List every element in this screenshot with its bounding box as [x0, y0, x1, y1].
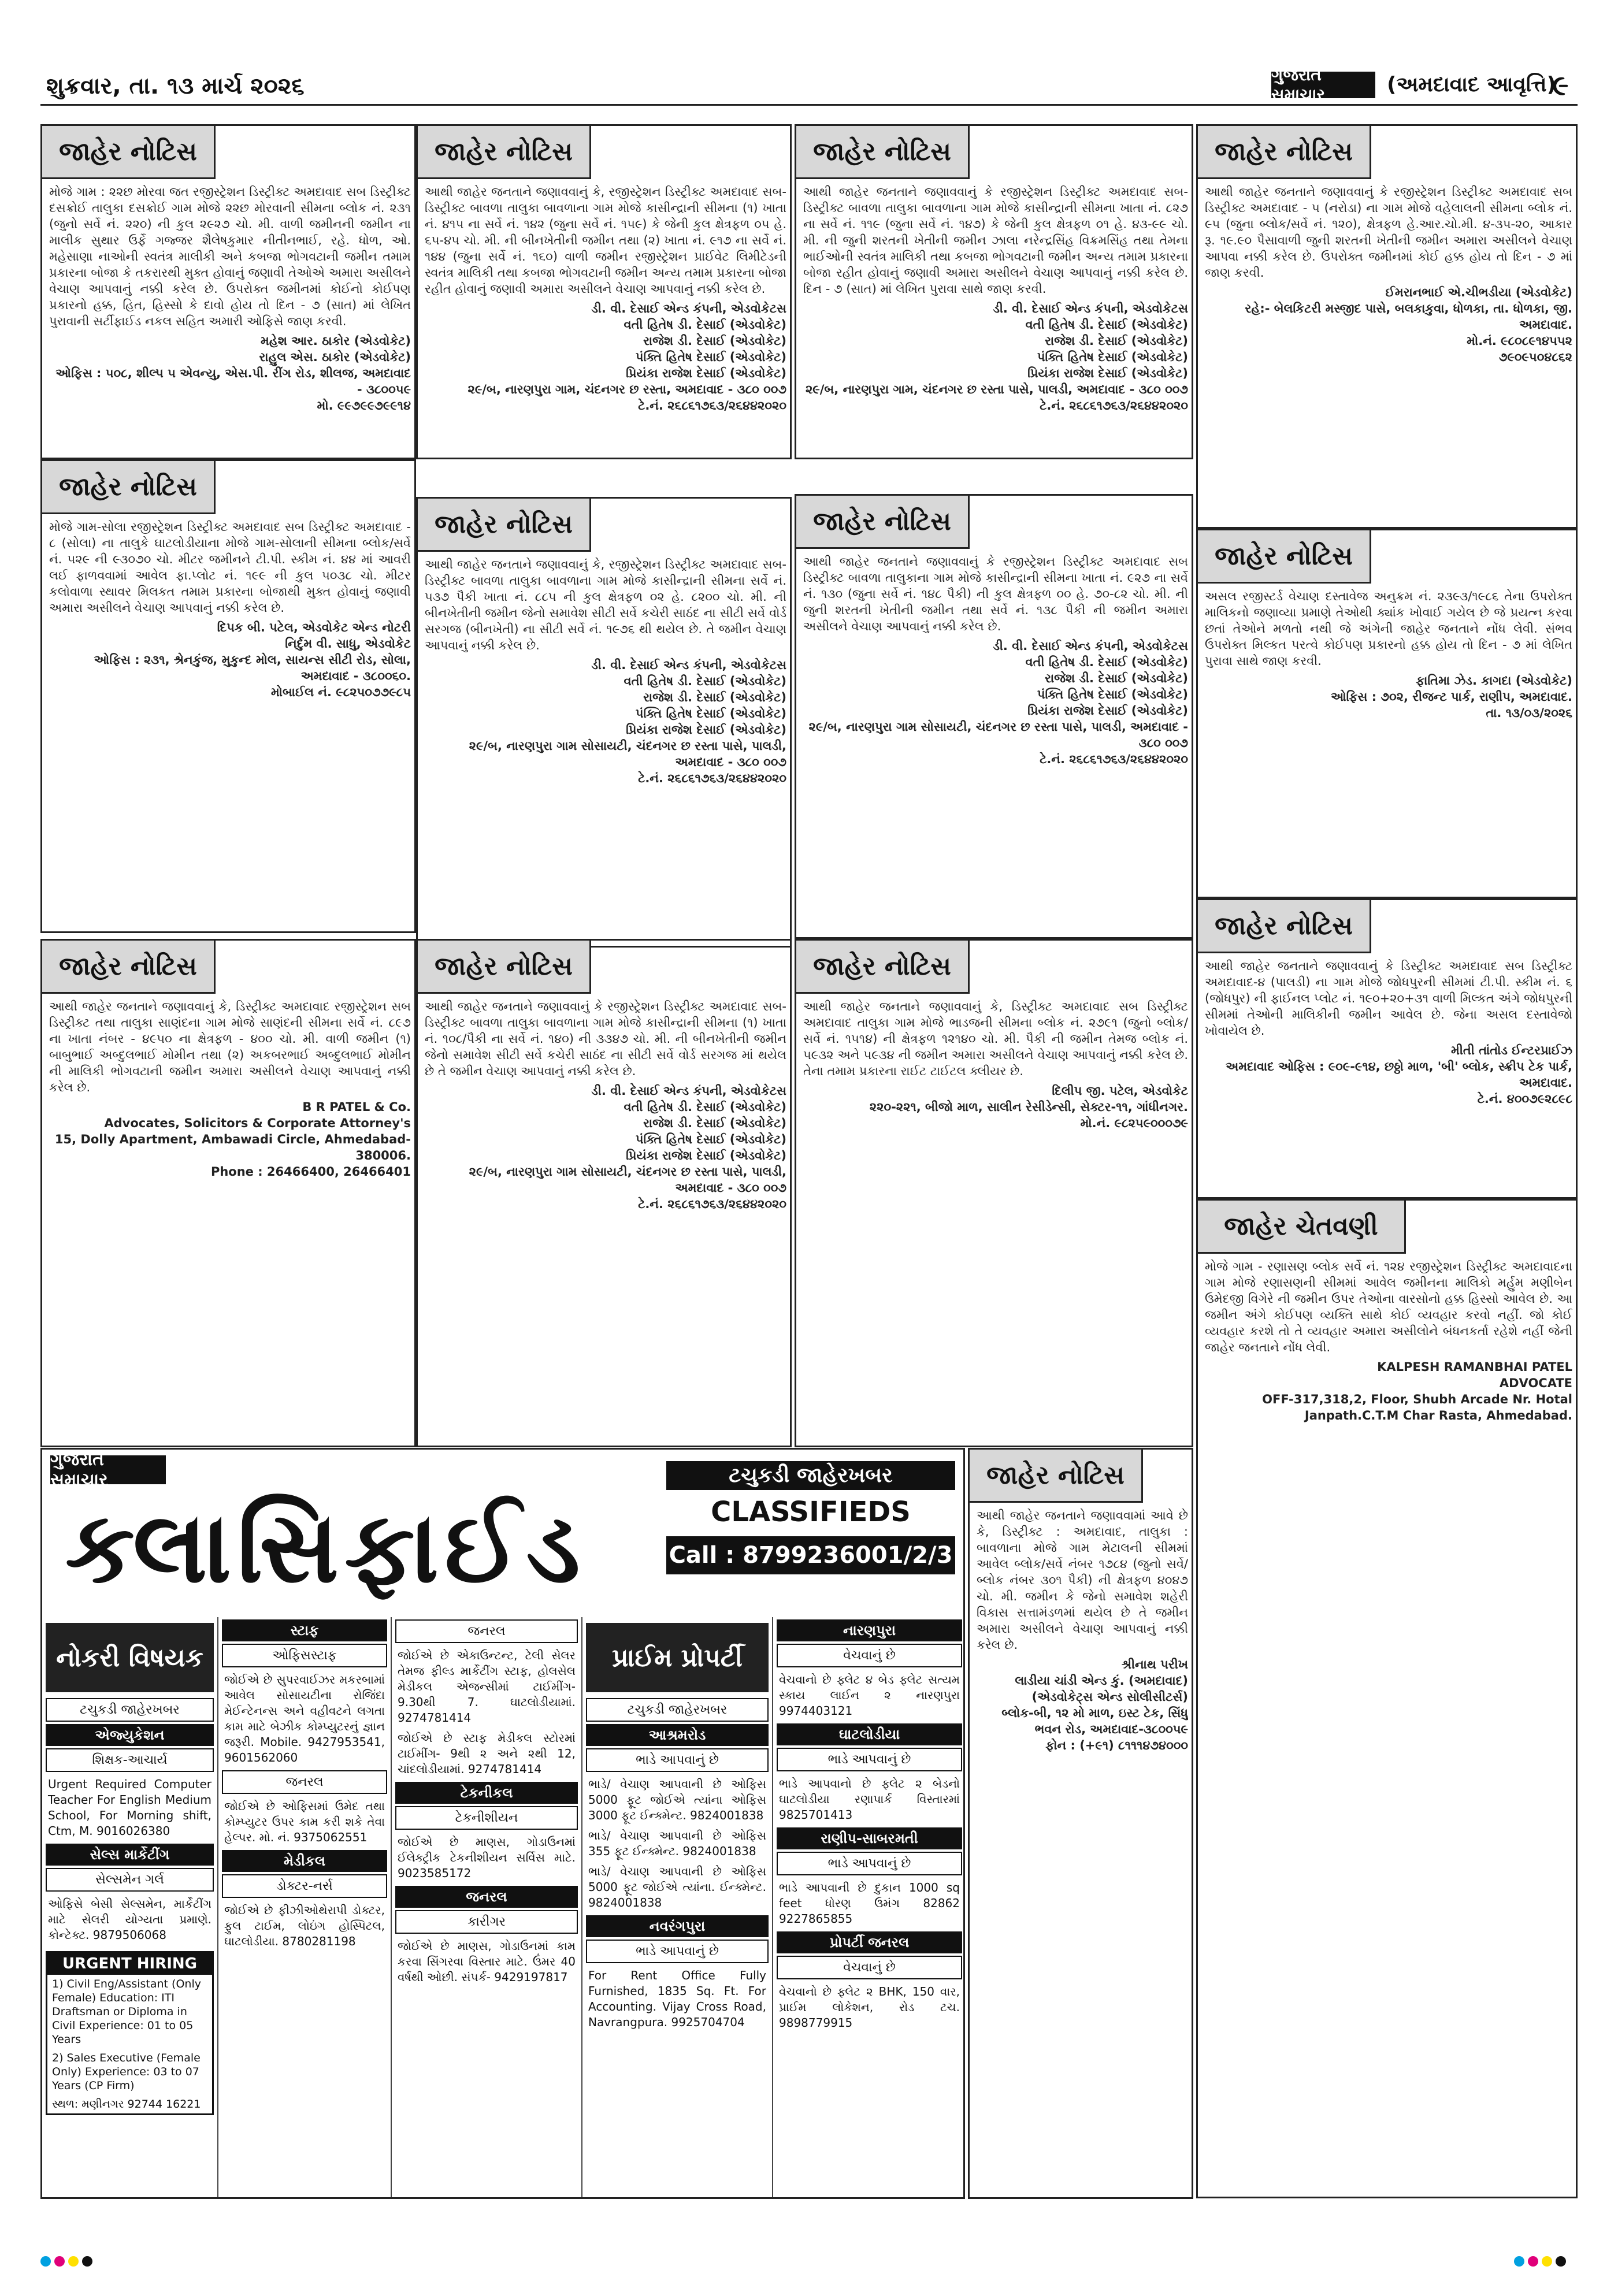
notice-title: જાહેર નોટિસ: [42, 126, 216, 179]
category-heading: ઘાટલોડીયા: [777, 1723, 962, 1745]
notice-body: મોજે ગામ : ૨૨છ મોરવા જત રજીસ્ટ્રેશન ડિસ્ટ્રીક્ટ અમદાવાદ સબ ડિસ્ટ્રીક્ટ દસક્રોઈ તાલુકા દસક્રોઈ ગામ મોજે ૨૨છ મોરવાની સીમના બ્લોક નં. ૨૩૧ (જુનો સર્વે નં. ૨૨૦) ની કુલ ૨૯૨૭ ચો. મી. વાળી જમીનની જમીન ના માલીક સુથાર ઉર્ફે ગજ્જર શૈલેષકુમાર નીતીનભાઈ, રહે. ધોળ, ઓ. મહેસાણા નાઓની સ્વતંત્ર માલીકી અને કબજા ભોગવટાની જમીન તમામ પ્રકારના બોજા કે તકરારથી મુક્ત હોવાનું જણાવી તેઓએ અમારા અસીલને વેચાણ આપવાનું નક્કી કરેલ છે. ઉપરોક્ત જમીનમાં કોઈનો કોઈપણ પ્રકારનો હક્ક, હિત, હિસ્સો કે દાવો હોય તો દિન - ૭ (સાત) માં લેખિત પુરાવાની સર્ટીફાઈડ નકલ સહિત અમારી ઓફિસે જાણ કરવી.: [49, 185, 411, 328]
classified-ad: ઓફિસે બેસી સેલ્સમેન, માર્કેટીંગ માટે સેલરી યોગ્યતા પ્રમાણે. કોન્ટેક્ટ. 9879506068: [48, 1897, 211, 1942]
category-heading: રાણીપ-સાબરમતી: [777, 1827, 962, 1849]
classified-ad: Urgent Required Computer Teacher For English Medium School, For Morning shift, Ctm, M. 9016026380: [48, 1777, 211, 1838]
subcategory-label: ટચુકડી જાહેરખબર: [586, 1698, 769, 1722]
notice-title: જાહેર નોટિસ: [418, 941, 591, 994]
registration-marks-left: [40, 2256, 92, 2268]
public-notice: [968, 1448, 1193, 2199]
classified-ad: ભાડે/ વેચાણ આપવાની છે ઓફિસ 5000 ફૂટ જોઈએ ત્યાંના ઓફિસ 3000 ફૂટ ઈન્ક્મેન્ટ. 9824001838: [588, 1777, 766, 1822]
notice-signature: મીતી તાંતોડ ઈન્ટરપ્રાઈઝ અમદાવાદ ઓફિસ : ૯૦૯-૯૧૪, છઠ્ઠો માળ, 'બી' બ્લોક, સ્ક્રીપ ટેક પાર્ક, અમદાવાદ. ટે.નં. ૪૦૦૭૯૨૮૯૮: [1226, 1043, 1572, 1106]
notice-title: જાહેર નોટિસ: [1198, 900, 1371, 953]
notice-text: [425, 998, 786, 1443]
notice-body: અસલ રજીસ્ટર્ડ વેચાણ દસ્તાવેજ અનુક્રમ નં. ૨૩૯૩/૧૯૮૬ તેના ઉપરોક્ત માલિકનો જણાવ્યા પ્રમાણે તેઓથી ક્યાંક ખોવાઈ ગયેલ છે જે પ્રયત્ન કરવા છતાં તેઓને મળતો નથી જે અંગેની જાહેર જનતાને નોંધ લેવી. સંભવ ઉપરોક્ત મિલ્કત પરત્વે કોઈપણ પ્રકારનો હક્ક હોય તો દિન - ૭ માં લેખિત પુરાવા સાથે જાણ કરવી.: [1205, 589, 1572, 668]
subcategory-label: જનરલ: [395, 1619, 578, 1643]
classified-ad: ભાડે/ વેચાણ આપવાની છે ઓફિસ 5000 ફૂટ જોઈએ ત્યાંના. ઈન્ક્મેન્ટ. 9824001838: [588, 1864, 766, 1909]
urgent-hiring-item: સ્થળ: મણીનગર 92744 16221: [52, 2098, 201, 2111]
notice-text: [1205, 1258, 1572, 2194]
classified-ad: For Rent Office Fully Furnished, 1835 Sq. Ft. For Accounting. Vijay Cross Road, Navrangpura. 9925704704: [588, 1968, 766, 2029]
public-notice: [1196, 898, 1578, 1199]
public-notice: [40, 124, 416, 459]
section-banner: પ્રાઈમ પ્રોપર્ટી: [586, 1623, 769, 1692]
subcategory-label: વેચવાનું છે: [777, 1956, 962, 1979]
classifieds-columns: [42, 1617, 965, 2199]
classified-ad: વેચવાનો છે ફ્લેટ ૨ BHK, 150 વાર, પ્રાઈમ લોકેશન, રોડ ટચ. 9898779915: [779, 1985, 960, 2030]
notice-body: આથી જાહેર જનતાને જણાવવાનું કે, ડિસ્ટ્રીક્ટ અમદાવાદ સબ ડિસ્ટ્રીક્ટ અમદાવાદ તાલુકા ગામ મોજે ભાડજની સીમના બ્લોક નં. ૨૭૯૧ (જુનો બ્લોક/સર્વે નં. ૧૫૧૪) ની ક્ષેત્રફળ ૧૨૧૪૦ ચો. મી. પૈકી ની જમીન તેમજ બ્લોક નં. ૫૯૩૨ અને ૫૯૩૪ ની જમીન અમારા અસીલને વેચાણ આપવાનું નક્કી કરેલ છે. તેના તમામ પ્રકારના રાઈટ ટાઈટલ ક્લીયર છે.: [803, 1000, 1188, 1078]
category-heading: જનરલ: [395, 1886, 578, 1908]
notice-text: [803, 184, 1188, 455]
subcategory-label: ટચુકડી જાહેરખબર: [46, 1698, 214, 1722]
yellow-dot-icon: [68, 2256, 79, 2267]
notice-text: [977, 1507, 1188, 2195]
subcategory-label: સેલ્સમેન ગર્લ: [46, 1868, 214, 1892]
edition-label: (અમદાવાદ આવૃત્તિ): [1387, 73, 1557, 96]
notice-text: [803, 553, 1188, 935]
notice-body: આથી જાહેર જનતાને જણાવવાનું કે ડિસ્ટ્રીક્ટ અમદાવાદ સબ ડિસ્ટ્રીક્ટ અમદાવાદ-૪ (પાલડી) ના ગામ મોજે જોધપુરની સીમમાં ટી.પી. સ્કીમ નં. ૬ (જોધપુર) ની ફાઈનલ પ્લોટ નં. ૧૯૦+૨૦+૩૧ વાળી મિલ્કત અંગે જોધપુરની સીમમાં તેઓની માલિકીની જમીન આવેલ છે. જેના અસલ દસ્તાવેજો ખોવાયેલ છે.: [1205, 959, 1572, 1038]
notice-text: [803, 998, 1188, 1443]
subcategory-label: ભાડે આપવાનું છે: [777, 1748, 962, 1771]
notice-text: [49, 184, 411, 455]
notice-title: જાહેર નોટિસ: [1198, 530, 1371, 584]
notice-signature: ફાતિમા ઝેડ. કાગદા (એડવોકેટ) ઓફિસ : ૭૦૨, રીજન્ટ પાર્ક, રાણીપ, અમદાવાદ. તા. ૧૩/૦૩/૨૦૨૬: [1330, 674, 1572, 720]
public-notice: [40, 939, 416, 1447]
notice-text: [425, 556, 786, 943]
notice-signature: દિપક બી. પટેલ, એડવોકેટ એન્ડ નોટરી નિર્દુમ વી. સાધુ, એડવોકેટ ઓફિસ : ૨૩૧, શ્રેનકુંજ, મુકુન્દ મોલ, સાયન્સ સીટી રોડ, સોલા, અમદાવાદ - ૩૮૦૦૬૦. મોબાઈલ નં. ૯૮૨૫૦૭૭૯૮૫: [94, 621, 411, 699]
subcategory-label: વેચવાનું છે: [777, 1644, 962, 1667]
page-number: ૯: [1552, 69, 1569, 102]
classified-column: [582, 1617, 773, 2199]
classified-ad: જોઈએ છે ઓફિસમાં ઉમેદ તથા કોમ્પ્યુટર ઉપર કામ કરી શકે તેવા હેલ્પર. મો. નં. 9375062551: [224, 1799, 385, 1844]
classified-ad: ભાડે આપવાનો છે ફ્લેટ ૨ બેડનો ઘાટલોડીયા રણાપાર્ક વિસ્તારમાં 9825701413: [779, 1777, 960, 1822]
notice-signature: શ્રીનાથ પરીખ લાડીયા ચાંડી એન્ડ કું. (અમદાવાદ) (એડવોકેટ્સ એન્ડ સોલીસીટર્સ) બ્લોક-બી, ૧૨ મો માળ, ઇસ્ટ ટેક, સિંધુ ભવન રોડ, અમદાવાદ-૩૮૦૦૫૯ ફોન : (+૯૧) ૮૧૧૧૪૭૪૦૦૦: [1001, 1658, 1188, 1752]
section-banner: નોકરી વિષયક: [46, 1623, 214, 1692]
notice-signature: ડી. વી. દેસાઈ એન્ડ કંપની, એડવોકેટસ વતી હિતેષ ડી. દેસાઈ (એડવોકેટ) રાજેશ ડી. દેસાઈ (એડવોકેટ) પંક્તિ હિતેષ દેસાઈ (એડવોકેટ) પ્રિયંકા રાજેશ દેસાઈ (એડવોકેટ) ૨૯/બ, નારણપુરા ગામ, ચંદનગર છ રસ્તા, અમદાવાદ - ૩૮૦ ૦૦૭ ટે.નં. ૨૬૮૬૧૭૬૩/૨૬૪૪૨૦૨૦: [467, 302, 786, 413]
magenta-dot-icon: [54, 2256, 65, 2267]
subcategory-label: ભાડે આપવાનું છે: [777, 1852, 962, 1875]
classified-column: [392, 1617, 582, 2199]
category-heading: મેડીકલ: [222, 1850, 387, 1872]
notice-body: આથી જાહેર જનતાને જણાવવાનું કે રજીસ્ટ્રેશન ડિસ્ટ્રીક્ટ અમદાવાદ સબ-ડિસ્ટ્રીક્ટ બાવળા તાલુકા બાવળાના ગામ મોજે કાસીન્દ્રાની સીમના ખાતા નં. ૮૨૭ ના સર્વે નં. ૧૧૯ (જુના સર્વે નં. ૧૪૭) કે જેની કુલ ક્ષેત્રફળ ૦૧ હે. ૪૩-૯૯ ચો. મી. ની જુની શરતની ખેતીની જમીન ઝાલા નરેન્દ્રસિંહ વિક્રમસિંહ તથા તેમના ભાઈઓની સ્વતંત્ર માલિકી તથા કબજા ભોગવટાની જમીન અન્ય તમામ પ્રકારના બોજા રહીત હોવાનું જણાવી અમારા અસીલને વેચાણ આપવાનું નક્કી કરેલ છે. દિન - ૭ (સાત) માં લેખિત પુરાવા સાથે જાણ કરવી.: [803, 185, 1188, 296]
notice-title: જાહેર ચેતવણી: [1198, 1201, 1406, 1254]
notice-body: આથી જાહેર જનતાને જણાવવામાં આવે છે કે, ડિસ્ટ્રીક્ટ : અમદાવાદ, તાલુકા : બાવળાના મોજે ગામ મેટાલની સીમમાં આવેલ બ્લોક/સર્વે નંબર ૧૭૮૪ (જુનો સર્વે/બ્લોક નંબર ૩૦૧ પૈકી) ની ક્ષેત્રફળ ૪૦૪૭ ચો. મી. જમીન કે જેનો સમાવેશ શહેરી વિકાસ સત્તામંડળમાં થયેલ છે તે જમીન અમારા અસીલને વેચાણ આપવાનું નક્કી કરેલ છે.: [977, 1509, 1188, 1652]
page-header: [40, 65, 1578, 106]
classified-ad: જોઈએ છે માણસ, ગોડાઉનમાં ઈલેક્ટ્રીક ટેકનીશીયન સર્વિસ માટે. 9023585172: [398, 1835, 576, 1880]
public-notice: [795, 494, 1193, 939]
notice-signature: ડી. વી. દેસાઈ એન્ડ કંપની, એડવોકેટસ વતી હિતેષ ડી. દેસાઈ (એડવોકેટ) રાજેશ ડી. દેસાઈ (એડવોકેટ) પંક્તિ હિતેષ દેસાઈ (એડવોકેટ) પ્રિયંકા રાજેશ દેસાઈ (એડવોકેટ) ૨૯/બ, નારણપુરા ગામ સોસાયટી, ચંદનગર છ રસ્તા પાસે, પાલડી, અમદાવાદ - ૩૮૦ ૦૦૭ ટે.નં. ૨૬૮૬૧૭૬૩/૨૬૪૪૨૦૨૦: [808, 639, 1188, 766]
subcategory-label: શિક્ષક-આચાર્ય: [46, 1748, 214, 1772]
urgent-hiring-box: [46, 1951, 214, 2115]
classified-ad: જોઈએ છે સ્ટાફ મેડીકલ સ્ટોરમાં ટાઈમીંગ- 9થી ૨ અને ૨થી 12, ચાંદલોડીયામાં. 9274781414: [398, 1731, 576, 1776]
magenta-dot-icon: [1528, 2256, 1538, 2267]
public-notice: [40, 459, 416, 933]
subcategory-label: ભાડે આપવાનું છે: [586, 1748, 769, 1772]
issue-date: શુક્રવાર, તા. ૧૩ માર્ચ ૨૦૨૬: [46, 73, 305, 99]
category-heading: ટેકનીકલ: [395, 1782, 578, 1804]
notice-title: જાહેર નોટિસ: [42, 941, 216, 994]
public-notice: [416, 497, 792, 948]
subcategory-label: ડોક્ટર-નર્સ: [222, 1874, 387, 1898]
public-notice: [795, 939, 1193, 1447]
notice-signature: ઈમરાનભાઈ એ.ચીભડીયા (એડવોકેટ) રહે:- બેલકિટરી મસ્જીદ પાસે, બલકાકુવા, ધોળકા, તા. ધોળકા, જી. અમદાવાદ. મો.નં. ૯૮૦૮૯૧૪૫૫૨ ૭૯૦૯૫૦૪૮૬૨: [1245, 285, 1572, 364]
subcategory-label: ઓફિસસ્ટાફ: [222, 1644, 387, 1667]
classifieds-logo: ગુજરાત સમાચાર: [50, 1455, 166, 1484]
classified-ad: વેચવાનો છે ફ્લેટ ૪ બેડ ફ્લેટ સત્યમ સ્કાય લાઈન ૨ નારણપુરા 9974403121: [779, 1673, 960, 1718]
notice-text: [49, 519, 411, 929]
category-heading: નવરંગપુરા: [586, 1915, 769, 1937]
classifieds-tag: ટચુકડી જાહેરખબર: [666, 1461, 955, 1490]
notice-body: આથી જાહેર જનતાને જણાવવાનું કે રજીસ્ટ્રેશન ડિસ્ટ્રીક્ટ અમદાવાદ સબ ડિસ્ટ્રીક્ટ બાવળા તાલુકાના ગામ મોજે કાસીન્દ્રાની સીમના ખાતા નં. ૯૨૭ ના સર્વે નં. ૧૩૦ (જુના સર્વે નં. ૧૪૮ પૈકી) ની કુલ ક્ષેત્રફળ ૦૦ હે. ૭૦-૮૨ ચો. મી. ની જુની શરતની ખેતીની જમીન તથા સર્વે નં. ૧૩૮ પૈકી ની જમીન અમારા અસીલને વેચાણ આપવાનું નક્કી કરેલ છે.: [803, 555, 1188, 633]
public-notice: [1196, 124, 1578, 529]
registration-marks-right: [1514, 2256, 1566, 2268]
urgent-hiring-item: 1) Civil Eng/Assistant (Only Female) Education: ITI Draftsman or Diploma in Civil Experience: 01 to 05 Years: [52, 1978, 201, 2046]
notice-signature: B R PATEL & Co. Advocates, Solicitors & Corporate Attorney's 15, Dolly Apartment, Ambawadi Circle, Ahmedabad- 380006. Phone : 26466400, 26466401: [54, 1100, 411, 1179]
classified-ad: ભાડે આપવાની છે દુકાન 1000 sq feet ધોરણ ઉમંગ 82862 9227865855: [779, 1881, 960, 1926]
notice-body: મોજે ગામ - રણાસણ બ્લોક સર્વે નં. ૧૨૪ રજીસ્ટ્રેશન ડિસ્ટ્રીક્ટ અમદાવાદના ગામ મોજે રણાસણની સીમમાં આવેલ જમીનના માલિકો મર્હુમ મણીબેન ઉમેદજી વિગેરે ની જમીન ઉપર તેઓના વારસોનો હક્ક હિસ્સો આવેલ છે. આ જમીન અંગે કોઈપણ વ્યક્તિ સાથે કોઈ વ્યવહાર કરવો નહીં. જો કોઈ વ્યવહાર કરશે તો તે વ્યવહાર અમારા અસીલોને બંધનકર્તા રહેશે નહીં જેની જાહેર જનતાને નોંધ લેવી.: [1205, 1260, 1572, 1354]
subcategory-label: ભાડે આપવાનું છે: [586, 1940, 769, 1963]
public-notice: [1196, 1199, 1578, 2198]
cyan-dot-icon: [40, 2256, 51, 2267]
notice-title: જાહેર નોટિસ: [418, 499, 591, 552]
notice-text: [1205, 184, 1572, 525]
notice-title: જાહેર નોટિસ: [796, 126, 970, 179]
notice-body: આથી જાહેર જનતાને જણાવવાનું કે રજીસ્ટ્રેશન ડિસ્ટ્રીક્ટ અમદાવાદ સબ-ડિસ્ટ્રીક્ટ બાવળા તાલુકા બાવળાના ગામ મોજે કાસીન્દ્રાની સીમના (૧) ખાતા નં. ૧૦૮/પૈકી ના સર્વે નં. ૧૪૦) ની ૩૩૪૭ ચો. મી. ની બીનખેતીની જમીન જેનો સમાવેશ સીટી સર્વે કચેરી સાઠંદ ના સીટી સર્વે વોર્ડ સરગજ માં થયેલ છે તે જમીન વેચાણ આપવાનું નક્કી કરેલ છે.: [425, 1000, 786, 1078]
public-notice: [416, 124, 792, 459]
notice-title: જાહેર નોટિસ: [796, 941, 970, 994]
classifieds-call: Call : 8799236001/2/3: [666, 1536, 955, 1574]
subcategory-label: જનરલ: [222, 1770, 387, 1794]
yellow-dot-icon: [1542, 2256, 1552, 2267]
black-dot-icon: [1556, 2256, 1566, 2267]
notice-title: જાહેર નોટિસ: [796, 496, 970, 549]
notice-body: આથી જાહેર જનતાને જણાવવાનું કે રજીસ્ટ્રેશન ડિસ્ટ્રીક્ટ અમદાવાદ સબ ડિસ્ટ્રીક્ટ અમદાવાદ - ૫ (નરોડા) ના ગામ મોજે વહેલાલની સીમના બ્લોક નં. ૯૫ (જુના બ્લોક/સર્વે નં. ૧૨૦), ક્ષેત્રફળ હે.આર.ચો.મી. ૪-૩૫-૨૦, આકાર રૂ. ૧૯.૯૦ પૈસાવાળી જુની શરતની ખેતીની જમીન અમારા અસીલને વેચાણ આપવા નક્કી કરેલ છે. ઉપરોક્ત જમીનમાં કોઈ હક્ક હોય તો દિન - ૭ માં જાણ કરવી.: [1205, 185, 1572, 280]
notice-body: મોજે ગામ-સોલા રજીસ્ટ્રેશન ડિસ્ટ્રીક્ટ અમદાવાદ સબ ડિસ્ટ્રીક્ટ અમદાવાદ - ૮ (સોલા) ના તાલુકે ઘાટલોડીયાના મોજે ગામ-સોલાની સીમના બ્લોક/સર્વે નં. ૫૨૯ ની ૯૩૦૭૦ ચો. મીટર જમીનને ટી.પી. સ્કીમ નં. ૪૪ માં આવરી લઈ ફાળવવામાં આવેલ ફા.પ્લોટ નં. ૧૯૯ ની કુલ ૫૦૩૮ ચો. મીટર કલોવાળા સ્થાવર મિલકત તમામ પ્રકારના બોજાથી મુક્ત હોવાનું જણાવી અમારા અસીલને વેચાણ આપવાનું નક્કી કરેલ છે.: [49, 520, 411, 615]
urgent-hiring-title: URGENT HIRING: [47, 1953, 212, 1975]
black-dot-icon: [82, 2256, 92, 2267]
classified-column: [773, 1617, 965, 2199]
notice-text: [1205, 588, 1572, 894]
public-notice: [795, 124, 1193, 459]
classified-ad: ભાડે/ વેચાણ આપવાની છે ઓફિસ 355 ફૂટ ઈન્ક્મેન્ટ. 9824001838: [588, 1829, 766, 1858]
category-heading: પ્રોપર્ટી જનરલ: [777, 1931, 962, 1953]
notice-signature: ડી. વી. દેસાઈ એન્ડ કંપની, એડવોકેટસ વતી હિતેષ ડી. દેસાઈ (એડવોકેટ) રાજેશ ડી. દેસાઈ (એડવોકેટ) પંક્તિ હિતેષ દેસાઈ (એડવોકેટ) પ્રિયંકા રાજેશ દેસાઈ (એડવોકેટ) ૨૯/બ, નારણપુરા ગામ, ચંદનગર છ રસ્તા પાસે, પાલડી, અમદાવાદ - ૩૮૦ ૦૦૭ ટે.નં. ૨૬૮૬૧૭૬૩/૨૬૪૪૨૦૨૦: [805, 302, 1188, 413]
notice-title: જાહેર નોટિસ: [970, 1450, 1143, 1503]
classified-column: [42, 1617, 218, 2199]
urgent-hiring-item: 2) Sales Executive (Female Only) Experience: 03 to 07 Years (CP Firm): [52, 2052, 201, 2092]
category-heading: નારણપુરા: [777, 1619, 962, 1641]
category-heading: આશ્રમરોડ: [586, 1724, 769, 1746]
category-heading: સ્ટાફ: [222, 1619, 387, 1641]
notice-signature: KALPESH RAMANBHAI PATEL ADVOCATE OFF-317,318,2, Floor, Shubh Arcade Nr. Hotal Janpath.C.T.M Char Rasta, Ahmedabad.: [1262, 1360, 1572, 1422]
classified-ad: જોઈએ છે ફીઝીઓથેરાપી ડોક્ટર, ફુલ ટાઈમ, લોઇંગ હોસ્પિટલ, ઘાટલોડીયા. 8780281198: [224, 1903, 385, 1948]
category-heading: એજ્યુકેશન: [46, 1724, 214, 1746]
notice-signature: દિલીપ જી. પટેલ, એડવોકેટ ૨૨૦-૨૨૧, બીજો માળ, સાલીન રેસીડેન્સી, સેક્ટર-૧૧, ગાંધીનગર. મો.નં. ૯૮૨૫૯૦૦૦૭૯: [869, 1084, 1188, 1130]
notice-title: જાહેર નોટિસ: [418, 126, 591, 179]
notice-text: [49, 998, 411, 1443]
classifieds-english: CLASSIFIEDS: [711, 1496, 911, 1528]
category-heading: સેલ્સ માર્કેટીંગ: [46, 1844, 214, 1866]
classified-ad: જોઈએ છે માણસ, ગોડાઉનમાં કામ કરવા સિંગરવા વિસ્તાર માટે. ઉંમર 40 વર્ષથી ઓછી. સંપર્ક- 9429197817: [398, 1939, 576, 1984]
classified-column: [218, 1617, 392, 2199]
classified-ad: જોઈએ છે એકાઉન્ટન્ટ, ટેલી સેલર તેમજ ફીલ્ડ માર્કેટીંગ સ્ટાફ, હોલસેલ મેડીકલ એજન્સીમાં ટાઈમીંગ- 9.30થી 7. ઘાટલોડીયામાં. 9274781414: [398, 1648, 576, 1725]
notice-text: [425, 184, 786, 455]
public-notice: [1196, 529, 1578, 898]
subcategory-label: કારીગર: [395, 1910, 578, 1934]
classifieds-section: [40, 1448, 965, 2199]
notice-title: જાહેર નોટિસ: [1198, 126, 1371, 179]
notice-body: આથી જાહેર જનતાને જણાવવાનું કે, ડિસ્ટ્રીક્ટ અમદાવાદ રજીસ્ટ્રેશન સબ ડિસ્ટ્રીક્ટ તથા તાલુકા સાણંદના ગામ મોજે સાણંદની સીમના સર્વે નં. ૮૯૭ ના ખાતા નંબર - ૪૯૫૦ ના ક્ષેત્રફળ - ૪૦૦ ચો. મી. વાળી જમીન (૧) બાબુભાઈ અબ્દુલભાઈ મોમીન તથા (૨) અકબરભાઈ અબ્દુલભાઈ મોમીન ની માલિકી ભોગવટાની જમીન અમારા અસીલને વેચાણ આપવાનું નક્કી કરેલ છે.: [49, 1000, 411, 1094]
notice-signature: ડી. વી. દેસાઈ એન્ડ કંપની, એડવોકેટસ વતી હિતેષ ડી. દેસાઈ (એડવોકેટ) રાજેશ ડી. દેસાઈ (એડવોકેટ) પંક્તિ હિતેષ દેસાઈ (એડવોકેટ) પ્રિયંકા રાજેશ દેસાઈ (એડવોકેટ) ૨૯/બ, નારણપુરા ગામ સોસાયટી, ચંદનગર છ રસ્તા પાસે, પાલડી, અમદાવાદ - ૩૮૦ ૦૦૭ ટે.નં. ૨૬૮૬૧૭૬૩/૨૬૪૪૨૦૨૦: [469, 658, 786, 785]
notice-body: આથી જાહેર જનતાને જણાવવાનું કે, રજીસ્ટ્રેશન ડિસ્ટ્રીક્ટ અમદાવાદ સબ-ડિસ્ટ્રીક્ટ બાવળા તાલુકા બાવળાના ગામ મોજે કાસીન્દ્રાની સીમના (૧) ખાતા નં. ૪૧૫ ના સર્વે નં. ૧૪૨ (જુના સર્વે નં. ૧૫૯) કે જેની કુલ ક્ષેત્રફળ ૦૫ હે. ૬૫-૪૫ ચો. મી. ની બીનખેતીની જમીન તથા (૨) ખાતા નં. ૯૧૭ ના સર્વે નં. ૧૪૪ (જુના સર્વે નં. ૧૬૦) વાળી જમીન રજીસ્ટ્રેશન પ્રાઈવેટ લિમીટેડની સ્વતંત્ર માલિકી તથા કબજા ભોગવટાની જમીન અન્ય તમામ પ્રકારના બોજા રહીત હોવાનું જણાવી અમારા અસીલને વેચાણ આપવાનું નક્કી કરેલ છે.: [425, 185, 786, 296]
newspaper-logo: ગુજરાત સમાચાર: [1271, 72, 1375, 98]
notice-body: આથી જાહેર જનતાને જણાવવાનું કે, રજીસ્ટ્રેશન ડિસ્ટ્રીક્ટ અમદાવાદ સબ-ડિસ્ટ્રીક્ટ બાવળા તાલુકા બાવળાના ગામ મોજે કાસીન્દ્રાની સીમના સર્વે નં. ૫૩૭ પૈકી ખાતા નં. ૮૮૫ ની કુલ ક્ષેત્રફળ ૦૨ હે. ૮૨૦૦ ચો. મી. ની બીનખેતીની જમીન જેનો સમાવેશ સીટી સર્વે કચેરી સાઠંદ ના સીટી સર્વે વોર્ડ સરગજ (બીનખેતી) ના સીટી સર્વે નં. ૧૯૭૬ થી થયેલ છે. તે જમીન વેચાણ આપવાનું નક્કી કરેલ છે.: [425, 558, 786, 652]
notice-title: જાહેર નોટિસ: [42, 461, 216, 514]
notice-text: [1205, 958, 1572, 1195]
notice-signature: ડી. વી. દેસાઈ એન્ડ કંપની, એડવોકેટસ વતી હિતેષ ડી. દેસાઈ (એડવોકેટ) રાજેશ ડી. દેસાઈ (એડવોકેટ) પંક્તિ હિતેષ દેસાઈ (એડવોકેટ) પ્રિયંકા રાજેશ દેસાઈ (એડવોકેટ) ૨૯/બ, નારણપુરા ગામ સોસાયટી, ચંદનગર છ રસ્તા પાસે, પાલડી, અમદાવાદ - ૩૮૦ ૦૦૭ ટે.નં. ૨૬૮૬૧૭૬૩/૨૬૪૪૨૦૨૦: [469, 1084, 786, 1211]
classifieds-title: ક્લાસિફાઈડ: [65, 1491, 586, 1605]
subcategory-label: ટેકનીશીયન: [395, 1806, 578, 1830]
notice-signature: મહેશ આર. ઠાકોર (એડવોકેટ) રાહુલ એસ. ઠાકોર (એડવોકેટ) ઓફિસ : ૫૦૮, શીલ્પ ૫ એવન્યુ, એસ.પી. રીંગ રોડ, શીલજ, અમદાવાદ - ૩૮૦૦૫૯ મો. ૯૯૭૯૯૭૯૯૧૪: [55, 334, 411, 413]
public-notice: [416, 939, 792, 1447]
cyan-dot-icon: [1514, 2256, 1524, 2267]
classified-ad: જોઈએ છે સુપરવાઈઝર મકરબામાં આવેલ સોસાયટીના રોજિંદા મેઈન્ટેનન્સ અને વહીવટને લગતા કામ માટે બેઝીક કોમ્પ્યુટરનું જ્ઞાન જરૂરી. Mobile. 9427953541, 9601562060: [224, 1673, 385, 1764]
